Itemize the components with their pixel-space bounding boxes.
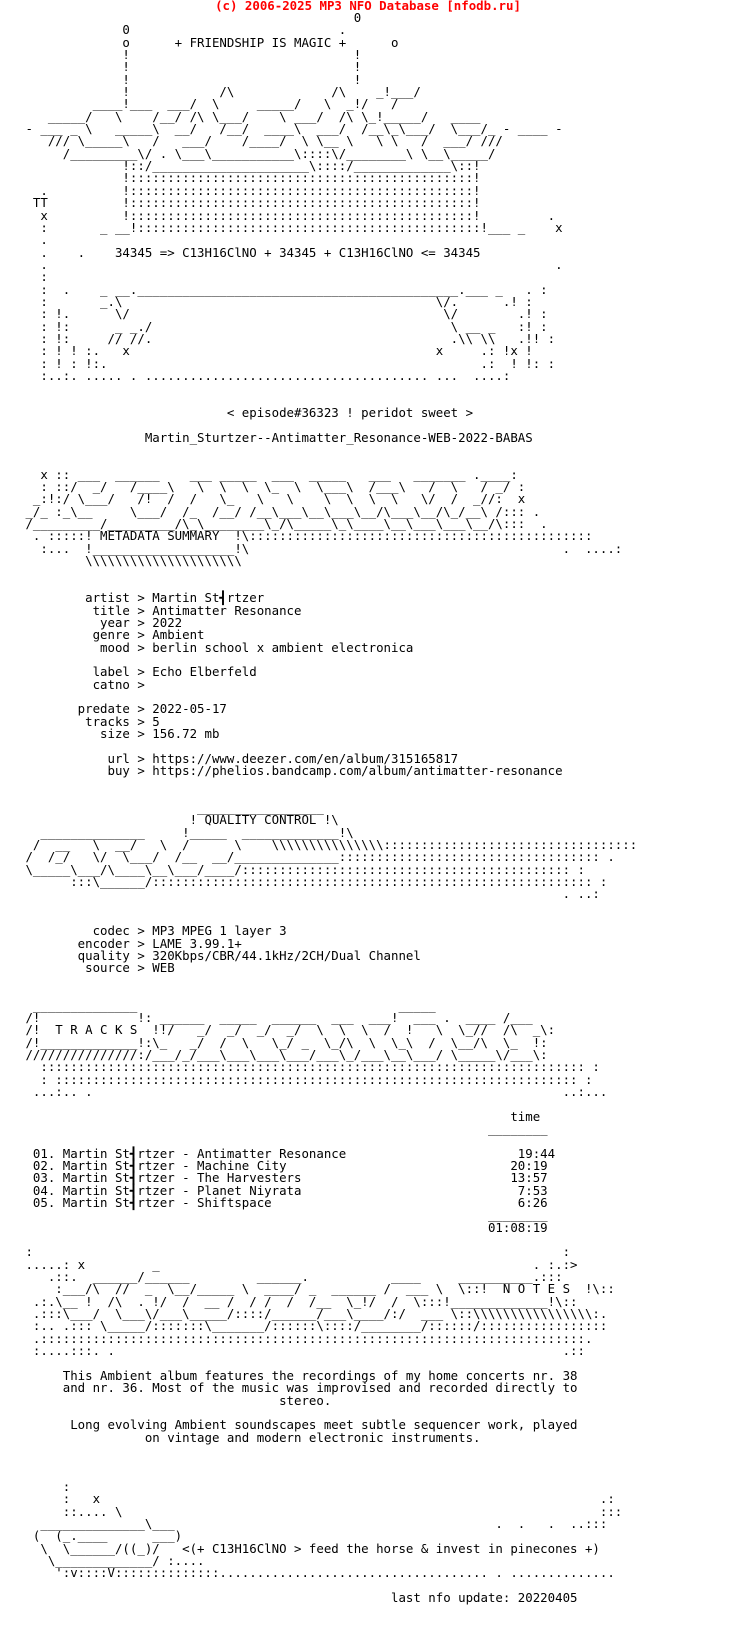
nfo-line: predate > 2022-05-17 — [18, 701, 227, 717]
nfo-line: : — [18, 269, 48, 285]
nfo-line — [18, 777, 637, 789]
nfo-line: /// \_____\ / ___/ /____/ \ \__ \ \ \ / ___/ /// — [18, 133, 503, 149]
nfo-line: time — [18, 1108, 541, 1124]
nfo-line: !::::::::::::::::::::::::::::::::::::::::::::::! — [18, 170, 481, 186]
nfo-line: : . _ __.___________________________________________.___ _ . : — [18, 281, 548, 297]
nfo-line: label > Echo Elberfeld — [18, 664, 257, 680]
nfo-line: :....:::. . .:: — [18, 1343, 585, 1359]
nfo-line: o + FRIENDSHIP IS MAGIC + o — [18, 34, 399, 50]
nfo-line: .::. ______/______ ______. ____ __________.::: — [18, 1269, 563, 1285]
nfo-database-header: (c) 2006-2025 MP3 NFO Database [nfodb.ru] — [215, 0, 521, 13]
nfo-line — [18, 567, 637, 579]
nfo-line: _:!:/ \___/ /! / / \_ \ \ \ \ \ \ \/ / _//: x — [18, 491, 526, 507]
nfo-line: .:::\___/ \___\/___\_____/::::/______/___\____/:/ ___ \::\\\\\\\\\\\\\\\\:. — [18, 1306, 608, 1322]
nfo-line: \ \______/((_)/ <(+ C13H16ClNO > feed the horse & invest in pinecones +) — [18, 1540, 600, 1556]
nfo-line: . — [18, 232, 48, 248]
nfo-line: :.. .::: \_____/:::::::\_______/::::::\::::/________/::::::/::::::::::::::::: — [18, 1318, 608, 1334]
nfo-line: . ..: — [18, 886, 600, 902]
nfo-line: ( (_.____ ___) — [18, 1528, 183, 1544]
nfo-line: / /_/ \/ \___/ /__ __/______________::::::::::::::::::::::::::::::::::: . — [18, 849, 615, 865]
nfo-line: .:::::::::::::::::::::::::::::::::::::::::::::::::::::::::::::::::::::::::. — [18, 1330, 593, 1346]
nfo-line: . . 34345 => C13H16ClNO + 34345 + C13H16ClNO <= 34345 — [18, 244, 481, 260]
nfo-line: : ! ! :. x x .: !x ! — [18, 343, 533, 359]
nfo-line: Long evolving Ambient soundscapes meet subtle sequencer work, played — [18, 1417, 578, 1433]
nfo-line: ':v::::V::::::::::::::.................................... . .............. — [18, 1565, 615, 1581]
nfo-line: x !::::::::::::::::::::::::::::::::::::::::::::::! . — [18, 207, 556, 223]
nfo-line: ____!___ ___/ \ _____/ \ _!/ / — [18, 96, 399, 112]
nfo-line: artist > Martin St┫rtzer — [18, 590, 265, 606]
nfo-line: .:.\__ ! /\ . !/ / __ / / / / /__ \_!/ / \:::!_____________!\:: — [18, 1293, 578, 1309]
nfo-line: 0 . — [18, 22, 347, 38]
nfo-line: tracks > 5 — [18, 713, 160, 729]
nfo-line: ! /\ /\ _!___/ — [18, 84, 421, 100]
nfo-line: : : — [18, 1244, 571, 1260]
nfo-line: . . — [18, 256, 563, 272]
nfo-line: Martin_Sturtzer--Antimatter_Resonance-WEB-2022-BABAS — [18, 429, 533, 445]
nfo-line: :..:. ..... . ...................................... ... ....: — [18, 367, 511, 383]
nfo-line: stereo. — [18, 1392, 332, 1408]
nfo-line — [18, 444, 637, 456]
nfo-line: _____/ \ /__/ /\ \___/ \ ___/ /\ \_!_____/ ____ — [18, 108, 481, 124]
nfo-line: : ! : !:. .: ! !: : — [18, 355, 556, 371]
nfo-line: - ___ _ \ _____\ __/ /__/ ____\ ___/ /__\_\___/ \___/_ - ____ - — [18, 121, 563, 137]
nfo-line: source > WEB — [18, 960, 175, 976]
nfo-line: 01. Martin St┫rtzer - Antimatter Resonance 19:44 — [18, 1145, 556, 1161]
nfo-line: ______________ !_____ _____________!\ — [18, 824, 354, 840]
nfo-line: : ::/ _/ /____\ \ \ \ \_ \ \___\ /___\ / \ / _/ : — [18, 479, 526, 495]
nfo-line: :::\______/::::::::::::::::::::::::::::::::::::::::::::::::::::::::::: : — [18, 874, 608, 890]
nfo-line: 0 — [18, 10, 362, 25]
nfo-line — [18, 1456, 637, 1468]
nfo-line: \\\\\\\\\\\\\\\\\\\\\ — [18, 553, 242, 569]
nfo-line: . :::::! METADATA SUMMARY !\:::::::::::::::::::::::::::::::::::::::::::::: — [18, 528, 593, 544]
nfo-line: ...:.. . ..:... — [18, 1083, 608, 1099]
nfo-line: year > 2022 — [18, 614, 183, 630]
nfo-line: : _.\ \/. .! : — [18, 293, 533, 309]
nfo-line: : — [18, 1478, 71, 1494]
nfo-line: encoder > LAME 3.99.1+ — [18, 935, 242, 951]
nfo-line: ///////////////:/___/_/___\___\___\___/___\_/___\__\___/ \_____\/___\: — [18, 1046, 548, 1062]
nfo-line — [18, 382, 637, 394]
nfo-line: _/_ :_\__ \___/ /_ /__/ /__\___\__\___\__/\___\__/\_/__\ /::: . — [18, 503, 541, 519]
nfo-line: /_________/_________/\_\________\_/\_____\_\____\__\___\___\__/\::: . — [18, 516, 548, 532]
nfo-line: This Ambient album features the recordings of my home concerts nr. 38 — [18, 1367, 578, 1383]
nfo-line: ! ! — [18, 71, 362, 87]
nfo-line: ::.... \ ::: — [18, 1503, 623, 1519]
nfo-line — [18, 1444, 637, 1456]
nfo-line: 02. Martin St┫rtzer - Machine City 20:19 — [18, 1157, 548, 1173]
nfo-line: ! QUALITY CONTROL !\ — [18, 812, 339, 828]
nfo-line: .....: x _ . :.:> — [18, 1256, 578, 1272]
nfo-line: :... !___________________!\ . ....: — [18, 540, 623, 556]
nfo-line: ::::::::::::::::::::::::::::::::::::::::::::::::::::::::::::::::::::::::: : — [18, 1059, 600, 1075]
nfo-line: /!_____________!:\_ _/ / \ \_/ _ \_/\ \ \_\ / \__/\ \_ !: — [18, 1034, 548, 1050]
nfo-line: x :: ___ ______ ___ _____ ___ _____ ___ _______ .____: — [18, 466, 518, 482]
nfo-line: ________ — [18, 1207, 548, 1223]
nfo-line: ! ! — [18, 59, 362, 75]
nfo-line: !::/_____________________\::::/_____________\::! — [18, 158, 481, 174]
nfo-line: catno > — [18, 676, 145, 692]
nfo-line: / __ \ __/ \ / \ \\\\\\\\\\\\\\\:::::::::::::::::::::::::::::::::: — [18, 837, 638, 853]
nfo-line: : !. \/ \/ .! : — [18, 306, 548, 322]
nfo-line: ! ! — [18, 47, 362, 63]
nfo-ascii-document — [18, 12, 637, 1604]
nfo-line: : :::::::::::::::::::::::::::::::::::::::::::::::::::::::::::::::::::::: : — [18, 1071, 593, 1087]
nfo-line: /_________\/ . \___\___________\::::\/________\ \__\_____/ — [18, 145, 496, 161]
nfo-line: ______________\___ . . . ..::: — [18, 1515, 608, 1531]
nfo-line: size > 156.72 mb — [18, 725, 220, 741]
nfo-line: codec > MP3 MPEG 1 layer 3 — [18, 923, 287, 939]
nfo-line: and nr. 36. Most of the music was improvised and recorded directly to — [18, 1380, 578, 1396]
nfo-line: \_____\___/\____\__\___/____/:::::::::::::::::::::::::::::::::::::::::::: : — [18, 861, 585, 877]
nfo-line — [18, 1469, 637, 1481]
nfo-line: \_____________/ :.... — [18, 1552, 205, 1568]
nfo-line: _________________ — [18, 800, 324, 815]
nfo-line: 03. Martin St┫rtzer - The Harvesters 13:57 — [18, 1170, 548, 1186]
nfo-line: 04. Martin St┫rtzer - Planet Niyrata 7:53 — [18, 1182, 548, 1198]
nfo-line: on vintage and modern electronic instruments. — [18, 1429, 481, 1445]
nfo-line: :___/\ // _ \__/_____ \ ____/ _ ______ / ___ \ \::! N O T E S !\:: — [18, 1281, 615, 1297]
nfo-line: quality > 320Kbps/CBR/44.1kHz/2CH/Dual Channel — [18, 948, 421, 964]
nfo-line: /! !: ______ _____ ______ ___ ___! ___ . ____ /___ — [18, 1009, 533, 1025]
nfo-line: . !::::::::::::::::::::::::::::::::::::::::::::::! — [18, 182, 481, 198]
nfo-line: 01:08:19 — [18, 1219, 548, 1235]
nfo-line: : !: _ _./ \ __ _ :! : — [18, 318, 548, 334]
nfo-line: last nfo update: 20220405 — [18, 1590, 578, 1605]
nfo-line: TT !::::::::::::::::::::::::::::::::::::::::::::::! — [18, 195, 481, 211]
nfo-line: title > Antimatter Resonance — [18, 602, 302, 618]
nfo-line: : x .: — [18, 1491, 615, 1507]
nfo-line: ________ — [18, 1120, 548, 1136]
nfo-line: buy > https://phelios.bandcamp.com/album/antimatter-resonance — [18, 762, 563, 778]
nfo-line: : !: // //. .\\ \\ .!! : — [18, 330, 556, 346]
nfo-line — [18, 901, 637, 913]
nfo-line: : _ __!::::::::::::::::::::::::::::::::::::::::::::::!___ _ x — [18, 219, 563, 235]
nfo-line: /! T R A C K S !!/ _/ _/ _/ _/ \ \ \ / ! \ \_// /\ _\: — [18, 1022, 556, 1038]
nfo-line: 05. Martin St┫rtzer - Shiftspace 6:26 — [18, 1195, 548, 1210]
nfo-line: < episode#36323 ! peridot sweet > — [18, 405, 474, 420]
nfo-line — [18, 975, 637, 987]
nfo-line: genre > Ambient — [18, 627, 205, 643]
nfo-line: mood > berlin school x ambient electronica — [18, 639, 414, 655]
nfo-line: ______________ _____ — [18, 997, 436, 1013]
nfo-line: url > https://www.deezer.com/en/album/315165817 — [18, 750, 459, 766]
